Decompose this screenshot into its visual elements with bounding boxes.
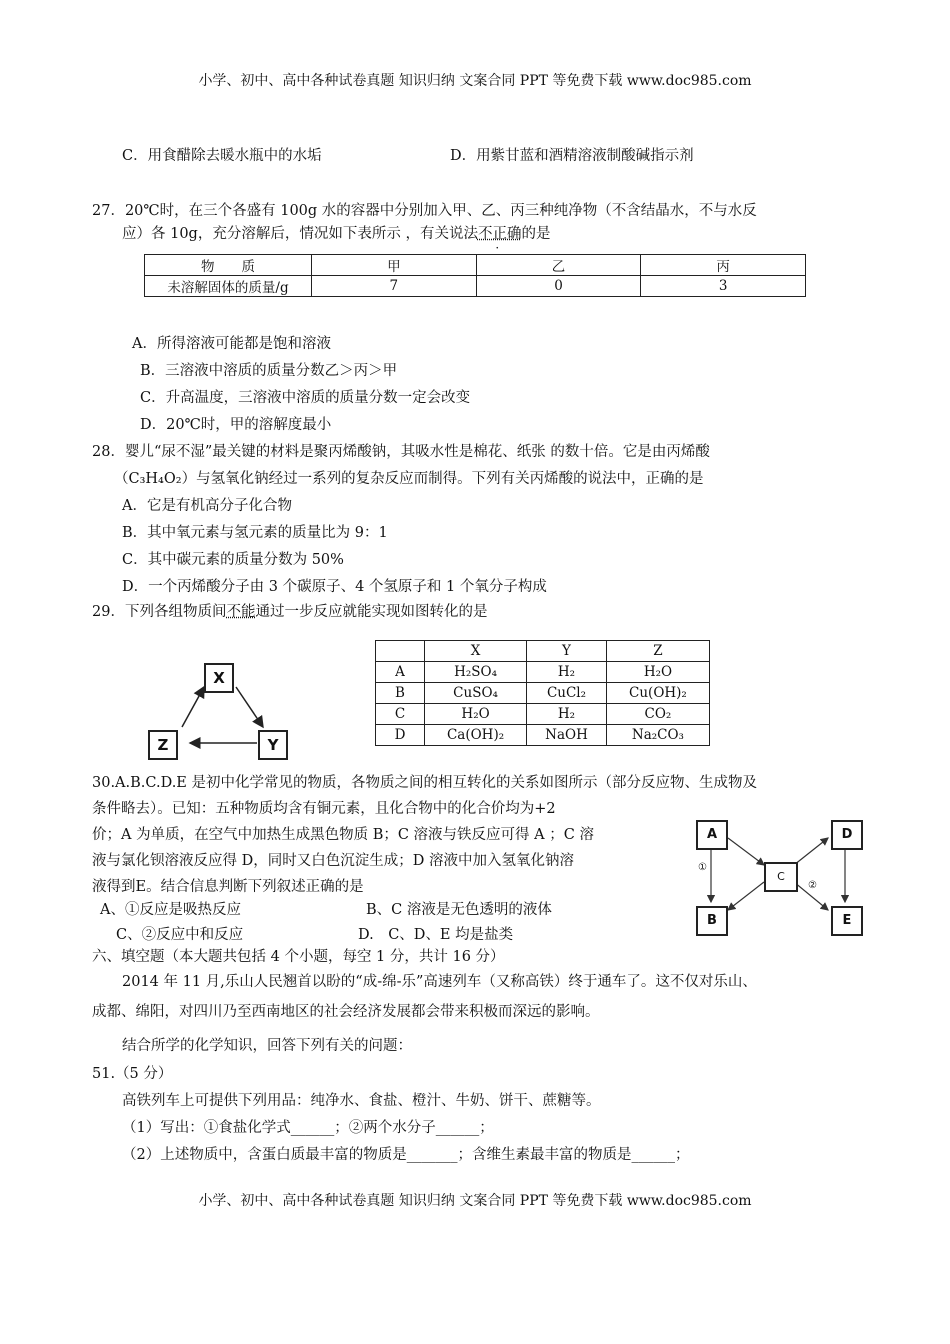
q27-row-label: 未溶解固体的质量/g	[145, 276, 312, 297]
q29-row-c-x: H₂O	[425, 704, 527, 725]
q27-header-bing: 丙	[641, 255, 806, 276]
q27-stem-line1: 27．20℃时，在三个各盛有 100g 水的容器中分别加入甲、乙、丙三种纯净物（不含结晶水，不与水反	[92, 203, 757, 219]
q30-stem-line5: 液得到E。结合信息判断下列叙述正确的是	[92, 879, 364, 895]
page-footer: 小学、初中、高中各种试卷真题 知识归纳 文案合同 PPT 等免费下载 www.doc985.com	[198, 1193, 752, 1209]
q30-node-b: B	[696, 906, 728, 936]
q27-option-b: B．三溶液中溶质的质量分数乙＞丙＞甲	[140, 363, 398, 379]
q30-node-c: C	[764, 862, 798, 892]
q30-reaction-1-label: ①	[698, 862, 707, 873]
q30-option-a: A、①反应是吸热反应	[100, 902, 241, 918]
q27-table	[144, 254, 806, 297]
q29-row-d-y: NaOH	[527, 725, 607, 746]
q27-option-c: C．升高温度，三溶液中溶质的质量分数一定会改变	[140, 390, 471, 406]
q30-node-a: A	[696, 820, 728, 850]
q28-option-a: A．它是有机高分子化合物	[122, 498, 292, 514]
q30-option-b: B、C 溶液是无色透明的液体	[366, 902, 552, 918]
q27-table-header-row	[145, 255, 806, 276]
q27-option-d: D．20℃时，甲的溶解度最小	[140, 417, 332, 433]
q27-stem-line2	[122, 224, 550, 244]
q29-row-b-label: B	[376, 683, 425, 704]
q27-table-value-row	[145, 276, 806, 297]
q30-node-d: D	[831, 820, 863, 850]
q27-stem-line2a: 应）各 10g，充分溶解后，情况如下表所示 ，有关说法	[122, 226, 478, 242]
q28-option-b: B．其中氧元素与氢元素的质量比为 9：1	[122, 525, 388, 541]
q29-row-a-x: H₂SO₄	[425, 662, 527, 683]
q28-stem-line1: 28．婴儿“尿不湿”最关键的材料是聚丙烯酸钠，其吸水性是棉花、纸张 的数十倍。它是由丙烯酸	[92, 444, 710, 460]
q29-row-b-x: CuSO₄	[425, 683, 527, 704]
section6-paragraph-line2: 成都、绵阳，对四川乃至西南地区的社会经济发展都会带来积极而深远的影响。	[92, 1004, 600, 1020]
q30-option-d: D. C、D、E 均是盐类	[358, 927, 514, 943]
q27-option-a: A．所得溶液可能都是饱和溶液	[132, 336, 331, 352]
q27-header-yi: 乙	[476, 255, 641, 276]
q29-row-d-label: D	[376, 725, 425, 746]
q27-value-bing: 3	[641, 276, 806, 297]
q29-row-a-z: H₂O	[606, 662, 709, 683]
q29-row-c-z: CO₂	[606, 704, 709, 725]
q29-row-a-label: A	[376, 662, 425, 683]
q30-reaction-2-label: ②	[808, 880, 817, 891]
q29-header-y: Y	[527, 641, 607, 662]
q29-row-b-z: Cu(OH)₂	[606, 683, 709, 704]
q29-stem-a: 29．下列各组物质间	[92, 604, 227, 620]
q29-header-x: X	[425, 641, 527, 662]
q29-header-z: Z	[606, 641, 709, 662]
q29-node-x: X	[204, 663, 234, 693]
q27-header-substance: 物 质	[145, 255, 312, 276]
q27-emphasis: 不正确	[477, 226, 522, 242]
q30-stem-line2: 条件略去）。已知：五种物质均含有铜元素，且化合物中的化合价均为+2	[92, 801, 556, 817]
q29-row-c-y: H₂	[527, 704, 607, 725]
q51-subquestion-1: （1）写出：①食盐化学式______；②两个水分子______；	[122, 1120, 494, 1136]
q29-row-d-x: Ca(OH)₂	[425, 725, 527, 746]
q29-emphasis: 不能	[226, 604, 256, 620]
q30-option-c: C、②反应中和反应	[116, 927, 244, 943]
q27-header-jia: 甲	[312, 255, 477, 276]
table-row	[376, 662, 710, 683]
section6-title: 六、填空题（本大题共包括 4 个小题，每空 1 分，共计 16 分）	[92, 949, 505, 965]
q51-intro: 高铁列车上可提供下列用品：纯净水、食盐、橙汁、牛奶、饼干、蔗糖等。	[122, 1093, 601, 1109]
q28-option-d: D．一个丙烯酸分子由 3 个碳原子、4 个氢原子和 1 个氧分子构成	[122, 579, 547, 595]
q28-stem-line2: （C₃H₄O₂）与氢氧化钠经过一系列的复杂反应而制得。下列有关丙烯酸的说法中，正确的是	[114, 471, 704, 487]
q27-stem-line2c: 的是	[521, 226, 551, 242]
q51-subquestion-2: （2）上述物质中，含蛋白质最丰富的物质是_______；含维生素最丰富的物质是______；	[122, 1147, 690, 1163]
q29-row-d-z: Na₂CO₃	[606, 725, 709, 746]
q27-value-jia: 7	[312, 276, 477, 297]
section6-paragraph-line3: 结合所学的化学知识，回答下列有关的问题：	[122, 1038, 412, 1054]
q30-stem-line3: 价；A 为单质，在空气中加热生成黑色物质 B；C 溶液与铁反应可得 A ；C 溶	[92, 827, 594, 843]
page-header: 小学、初中、高中各种试卷真题 知识归纳 文案合同 PPT 等免费下载 www.doc985.com	[198, 73, 752, 89]
q29-table-header-row	[376, 641, 710, 662]
q29-header-blank	[376, 641, 425, 662]
q30-stem-line4: 液与氯化钡溶液反应得 D，同时又白色沉淀生成；D 溶液中加入氢氧化钠溶	[92, 853, 574, 869]
q30-node-e: E	[831, 906, 863, 936]
q29-row-a-y: H₂	[527, 662, 607, 683]
table-row	[376, 725, 710, 746]
table-row	[376, 704, 710, 725]
q29-stem-c: 通过一步反应就能实现如图转化的是	[255, 604, 488, 620]
q51-title: 51.（5 分）	[92, 1066, 173, 1082]
q26-option-c: C．用食醋除去暖水瓶中的水垢	[122, 148, 322, 164]
q29-table	[375, 640, 710, 746]
section6-paragraph-line1: 2014 年 11 月,乐山人民翘首以盼的“成-绵-乐”高速列车（又称高铁）终于通车了。这不仅对乐山、	[122, 974, 757, 990]
q30-stem-line1: 30.A.B.C.D.E 是初中化学常见的物质，各物质之间的相互转化的关系如图所示（部分反应物、生成物及	[92, 775, 757, 791]
q29-row-c-label: C	[376, 704, 425, 725]
table-row	[376, 683, 710, 704]
q29-stem	[92, 602, 487, 622]
q27-value-yi: 0	[476, 276, 641, 297]
q28-option-c: C．其中碳元素的质量分数为 50%	[122, 552, 344, 568]
q29-node-y: Y	[258, 730, 288, 760]
q29-row-b-y: CuCl₂	[527, 683, 607, 704]
q29-node-z: Z	[148, 730, 178, 760]
q26-option-d: D．用紫甘蓝和酒精溶液制酸碱指示剂	[450, 148, 694, 164]
